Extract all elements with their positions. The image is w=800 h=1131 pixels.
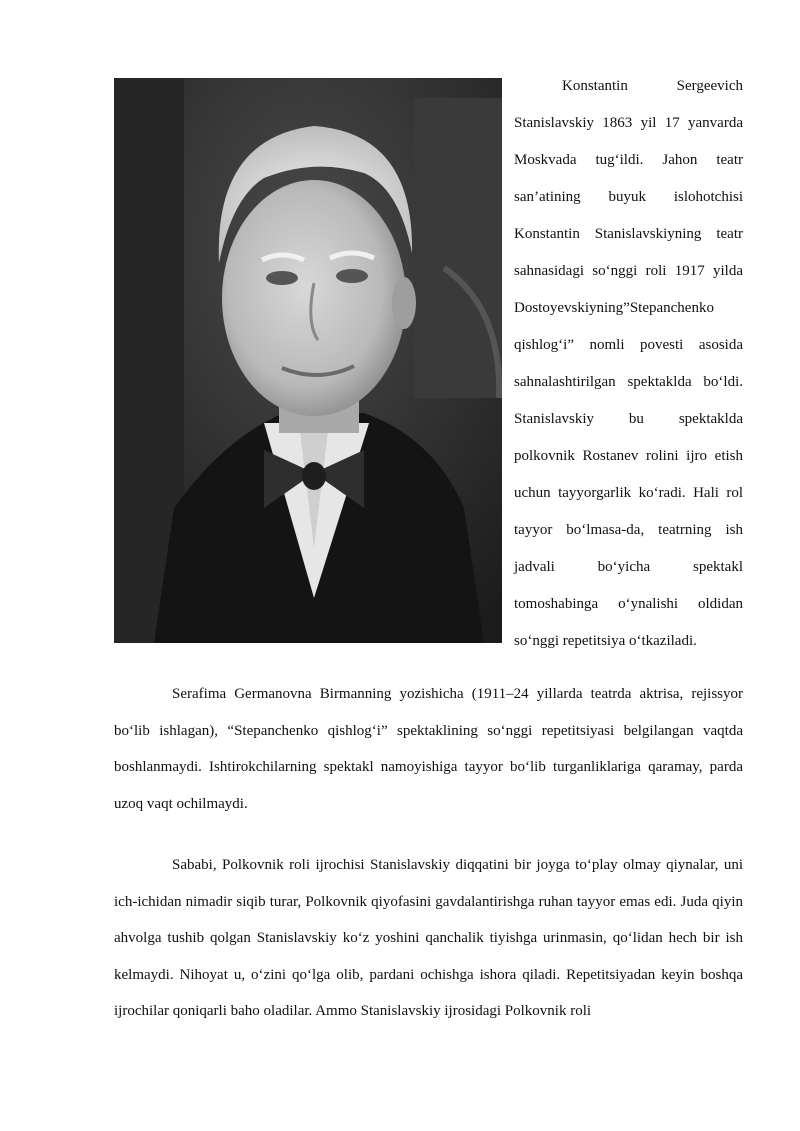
portrait-photo xyxy=(114,78,502,643)
side-paragraph: Konstantin Sergeevich Stanislavskiy 1863 yil 17 yanvarda Moskvada tug‘ildi. Jahon teatr san’atining buyuk islohotchisi Konstantin Stanislavskiyning teatr sahnasidagi so‘nggi roli 1917 yilda Dostoyevskiyning”Stepanchenko qishlog‘i” nomli povesti asosida sahnalashtirilgan spektaklda bo‘ldi. Stanislavskiy bu spektaklda polkovnik Rostanev rolini ijro etish uchun tayyorgarlik ko‘radi. Hali rol tayyor bo‘lmasa-da, teatrning ish jadvali bo‘yicha spektakl tomoshabinga o‘ynalishi oldidan so‘nggi repetitsiya o‘tkaziladi. xyxy=(514,78,743,649)
body-paragraph-1: Serafima Germanovna Birmanning yozishicha (1911–24 yillarda teatrda aktrisa, rejissyor bo‘lib ishlagan), “Stepanchenko qishlog‘i” spektaklining so‘nggi repetitsiyasi belgilangan vaqtda boshlanmaydi. Ishtirokchilarning spektakl namoyishiga tayyor bo‘lib turganliklariga qaramay, parda uzoq vaqt ochilmaydi. xyxy=(114,686,743,812)
body-paragraph-2: Sababi, Polkovnik roli ijrochisi Stanislavskiy diqqatini bir joyga to‘play olmay qiynalar, uni ich-ichidan nimadir siqib turar, Polkovnik qiyofasini gavdalantirishga ruhan tayyor emas edi. Juda qiyin ahvolga tushib qolgan Stanislavskiy ko‘z yoshini qanchalik tiyishga urinmasin, qo‘lidan hech bir ish kelmaydi. Nihoyat u, o‘zini qo‘lga olib, pardani ochishga ishora qiladi. Repetitsiyadan keyin boshqa ijrochilar qoniqarli baho oladilar. Ammo Stanislavskiy ijrosidagi Polkovnik roli xyxy=(114,857,743,1019)
